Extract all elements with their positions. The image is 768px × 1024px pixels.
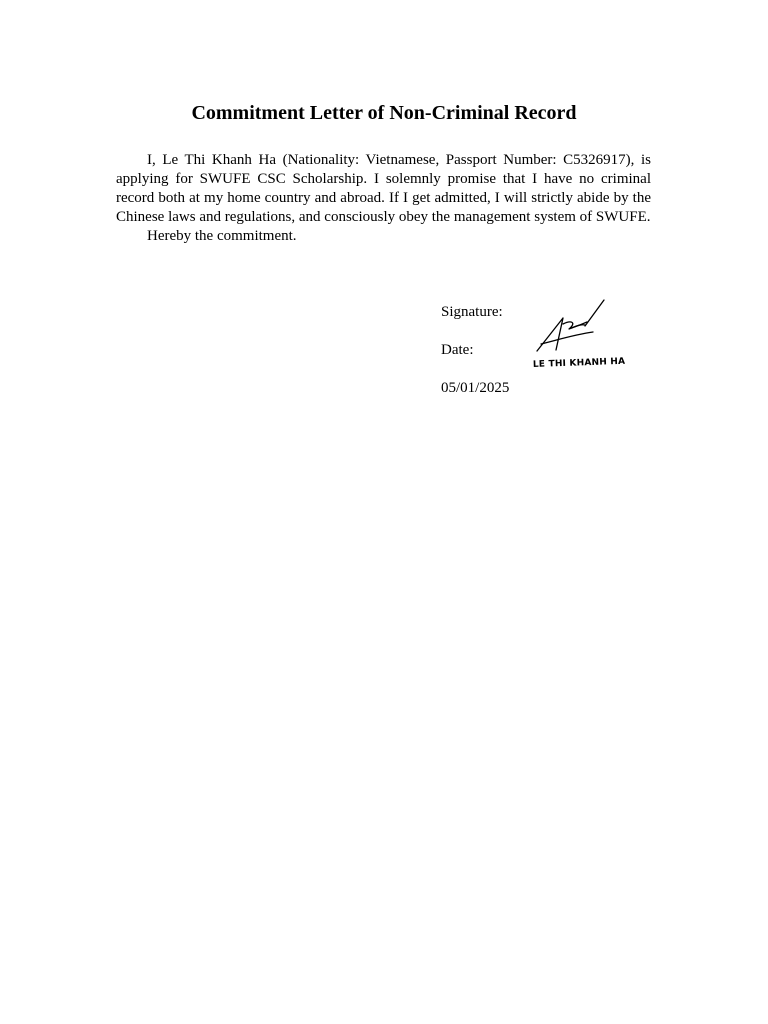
date-label: Date:	[441, 342, 474, 358]
document-title: Commitment Letter of Non-Criminal Record	[191, 102, 577, 124]
commitment-paragraph: I, Le Thi Khanh Ha (Nationality: Vietnamese, Passport Number: C5326917), is applying for SWUFE CSC Scholarship. I solemnly promise that I have no criminal record both at my home country and abroad. If I get admitted, I will strictly abide by the Chinese laws and regulations, and consciously obey the management system of SWUFE.	[116, 152, 651, 225]
signature-name-text: LE THI KHANH HA	[532, 356, 626, 370]
closing-paragraph: Hereby the commitment.	[147, 228, 297, 244]
date-value: 05/01/2025	[441, 380, 510, 396]
handwritten-signature	[527, 296, 639, 372]
signature-label: Signature:	[441, 304, 503, 320]
letter-body	[116, 151, 651, 246]
